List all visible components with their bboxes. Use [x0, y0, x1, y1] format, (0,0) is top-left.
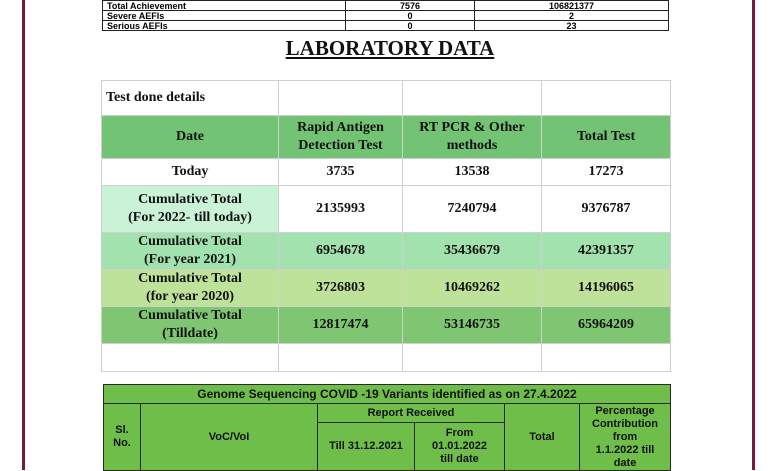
header-rtpcr: RT PCR & Other methods [403, 116, 542, 159]
cell-rtpcr: 35436679 [403, 233, 542, 270]
page-frame-left [22, 0, 25, 470]
header-total: Total [505, 404, 580, 471]
header-rapid: Rapid Antigen Detection Test [279, 116, 403, 159]
table-header-row [104, 385, 671, 404]
header-sl-no: Sl. No. [104, 404, 141, 471]
cell-rtpcr: 13538 [403, 159, 542, 186]
header-report-received: Report Received [318, 404, 505, 423]
page-frame-right [752, 0, 755, 470]
cell-total: 14196065 [542, 270, 671, 307]
aefi-value: 0 [346, 21, 475, 31]
table-row [103, 21, 669, 31]
aefi-value: 23 [475, 21, 669, 31]
header-till: Till 31.12.2021 [318, 423, 415, 471]
cell-rtpcr: 7240794 [403, 186, 542, 233]
table-header-row [102, 116, 671, 159]
genome-sequencing-table [103, 384, 671, 471]
cell-total: 17273 [542, 159, 671, 186]
row-label: Cumulative Total (Tilldate) [102, 307, 279, 344]
aefi-table [102, 0, 669, 31]
cell-rapid: 6954678 [279, 233, 403, 270]
aefi-label: Serious AEFIs [103, 21, 346, 31]
cell-rapid: 2135993 [279, 186, 403, 233]
table-row [102, 344, 671, 372]
row-label: Cumulative Total (For 2022- till today) [102, 186, 279, 233]
header-from: From 01.01.2022 till date [415, 423, 505, 471]
row-label: Cumulative Total (For year 2021) [102, 233, 279, 270]
table-row [102, 81, 671, 116]
table-caption: Test done details [102, 81, 279, 116]
cell-rtpcr: 53146735 [403, 307, 542, 344]
section-heading: LABORATORY DATA [285, 36, 495, 60]
cell-rapid: 3726803 [279, 270, 403, 307]
cell-total: 65964209 [542, 307, 671, 344]
genome-title: Genome Sequencing COVID -19 Variants identified as on 27.4.2022 [104, 385, 671, 404]
table-row [102, 186, 671, 233]
aefi-label: Total Achievement [103, 1, 346, 11]
cell-total: 42391357 [542, 233, 671, 270]
aefi-value: 106821377 [475, 1, 669, 11]
header-date: Date [102, 116, 279, 159]
table-row [102, 270, 671, 307]
table-row [102, 233, 671, 270]
laboratory-table [101, 80, 671, 372]
aefi-label: Severe AEFIs [103, 11, 346, 21]
header-percentage: Percentage Contribution from 1.1.2022 till date [580, 404, 671, 471]
row-label: Today [102, 159, 279, 186]
table-row [102, 159, 671, 186]
aefi-value: 2 [475, 11, 669, 21]
aefi-value: 0 [346, 11, 475, 21]
table-header-row [104, 404, 671, 423]
aefi-value: 7576 [346, 1, 475, 11]
cell-rtpcr: 10469262 [403, 270, 542, 307]
table-row [102, 307, 671, 344]
table-row [103, 1, 669, 11]
cell-rapid: 3735 [279, 159, 403, 186]
header-total: Total Test [542, 116, 671, 159]
table-row [103, 11, 669, 21]
row-label: Cumulative Total (for year 2020) [102, 270, 279, 307]
cell-total: 9376787 [542, 186, 671, 233]
cell-rapid: 12817474 [279, 307, 403, 344]
header-voc-voi: VoC/VoI [141, 404, 318, 471]
